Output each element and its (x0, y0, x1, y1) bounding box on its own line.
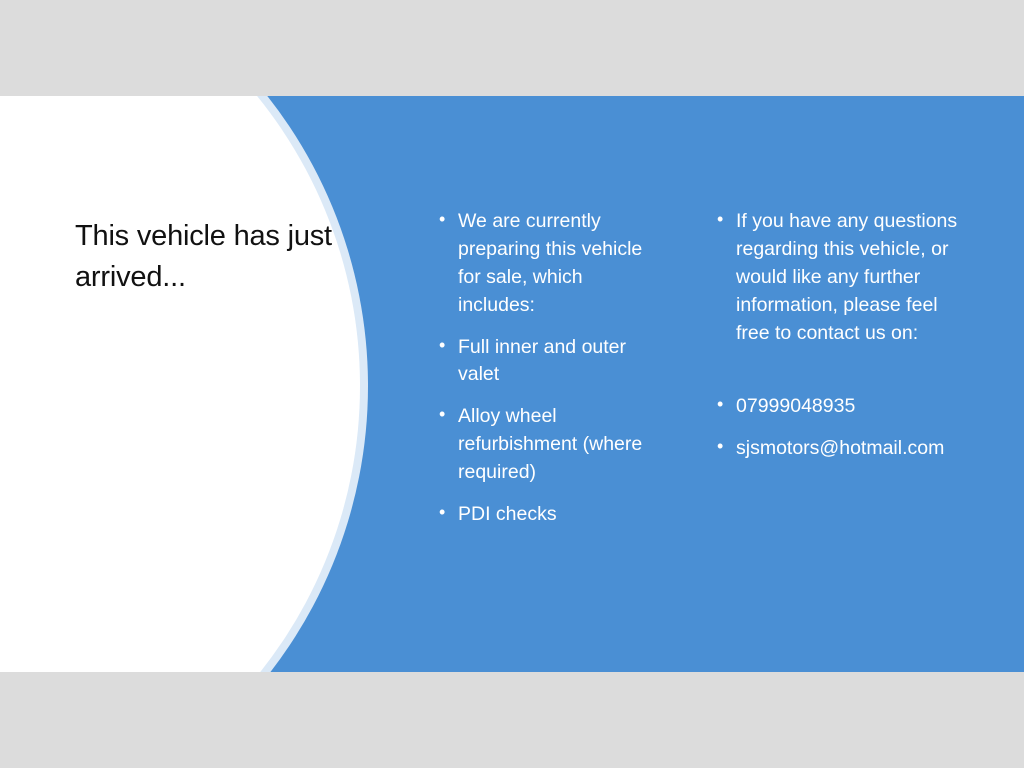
list-item: • We are currently preparing this vehicle for sale, which includes: (436, 208, 661, 320)
list-item: • PDI checks (436, 501, 661, 529)
page-title: This vehicle has just arrived... (75, 220, 332, 294)
letterbox-top (0, 0, 1024, 96)
right-bullet-list (714, 208, 972, 463)
email-address-item: • sjsmotors@hotmail.com (714, 435, 972, 463)
left-bullet-list (436, 208, 661, 529)
white-curve-shape (0, 96, 360, 672)
letterbox-bottom (0, 672, 1024, 768)
right-bullet-column (714, 208, 972, 477)
left-bullet-column (436, 208, 661, 543)
list-item: • Alloy wheel refurbishment (where required) (436, 403, 661, 487)
phone-number-item: • 07999048935 (714, 393, 972, 421)
slide-content (0, 96, 1024, 672)
list-item: • If you have any questions regarding this vehicle, or would like any further information, please feel free to contact us on: (714, 208, 972, 347)
title-block (75, 216, 335, 298)
list-item: • Full inner and outer valet (436, 334, 661, 390)
